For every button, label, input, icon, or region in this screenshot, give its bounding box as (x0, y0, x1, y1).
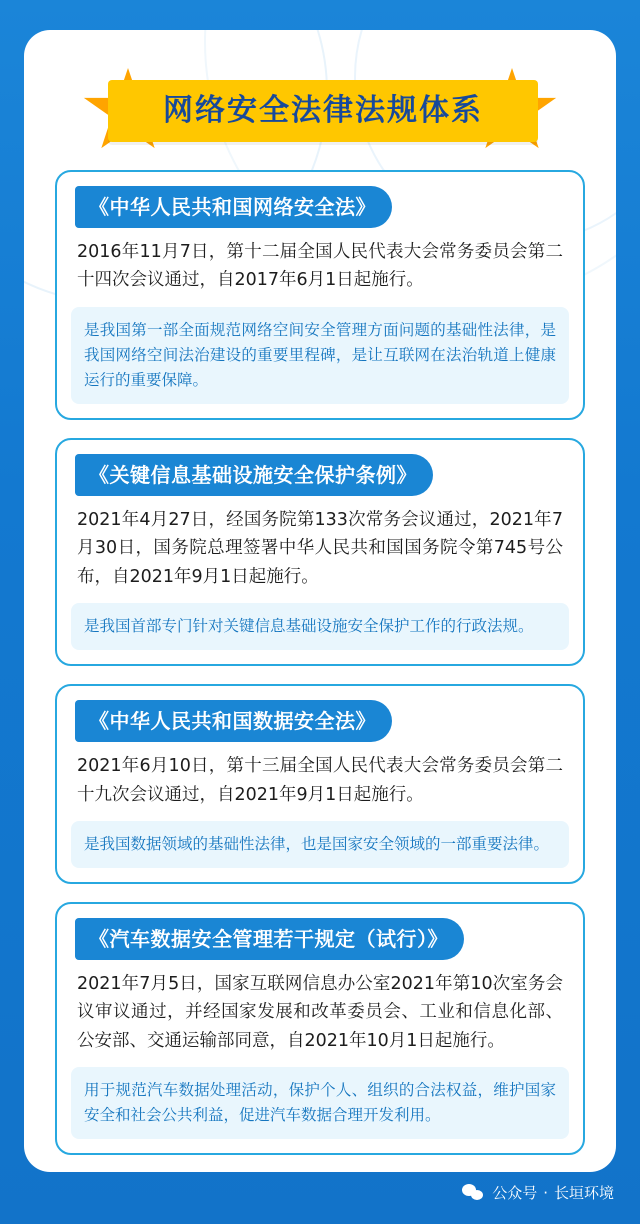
law-card-note: 是我国第一部全面规范网络空间安全管理方面问题的基础性法律，是我国网络空间法治建设的重要里程碑，是让互联网在法治轨道上健康运行的重要保障。 (71, 307, 569, 404)
law-card-title-wrap (57, 454, 583, 496)
law-card-title-wrap (57, 700, 583, 742)
law-card-note: 用于规范汽车数据处理活动，保护个人、组织的合法权益，维护国家安全和社会公共利益，促进汽车数据合理开发利用。 (71, 1067, 569, 1139)
law-card-note: 是我国数据领域的基础性法律，也是国家安全领域的一部重要法律。 (71, 821, 569, 868)
law-card-note: 是我国首部专门针对关键信息基础设施安全保护工作的行政法规。 (71, 603, 569, 650)
law-card-title-wrap (57, 918, 583, 960)
page-title: 网络安全法律法规体系 (163, 93, 483, 128)
law-card-title: 《汽车数据安全管理若干规定（试行）》 (75, 918, 464, 960)
law-card (55, 438, 585, 666)
wechat-icon (462, 1184, 484, 1202)
law-card-title: 《中华人民共和国网络安全法》 (75, 186, 392, 228)
header-ribbon (108, 80, 538, 142)
law-card-body: 2021年4月27日，经国务院第133次常务会议通过，2021年7月30日，国务院总理签署中华人民共和国国务院令第745号公布，自2021年9月1日起施行。 (77, 510, 563, 587)
law-card-list (0, 170, 640, 1173)
law-card-body: 2021年6月10日，第十三届全国人民代表大会常务委员会第二十九次会议通过，自2021年9月1日起施行。 (77, 756, 563, 805)
law-card-title-wrap (57, 186, 583, 228)
law-card (55, 170, 585, 420)
law-card (55, 902, 585, 1155)
footer-account-label: 公众号 (492, 1184, 538, 1202)
law-card-title: 《中华人民共和国数据安全法》 (75, 700, 392, 742)
law-card-body: 2016年11月7日，第十二届全国人民代表大会常务委员会第二十四次会议通过，自2017年6月1日起施行。 (77, 242, 563, 291)
poster-footer (0, 1172, 640, 1224)
poster-header (0, 66, 640, 156)
law-card-body: 2021年7月5日，国家互联网信息办公室2021年第10次室务会议审议通过，并经国家发展和改革委员会、工业和信息化部、公安部、交通运输部同意，自2021年10月1日起施行。 (77, 973, 563, 1051)
footer-account-name: 长垣环境 (553, 1184, 614, 1202)
footer-account (462, 1182, 614, 1203)
law-card-title: 《关键信息基础设施安全保护条例》 (75, 454, 433, 496)
footer-separator: · (543, 1183, 548, 1202)
law-card (55, 684, 585, 884)
